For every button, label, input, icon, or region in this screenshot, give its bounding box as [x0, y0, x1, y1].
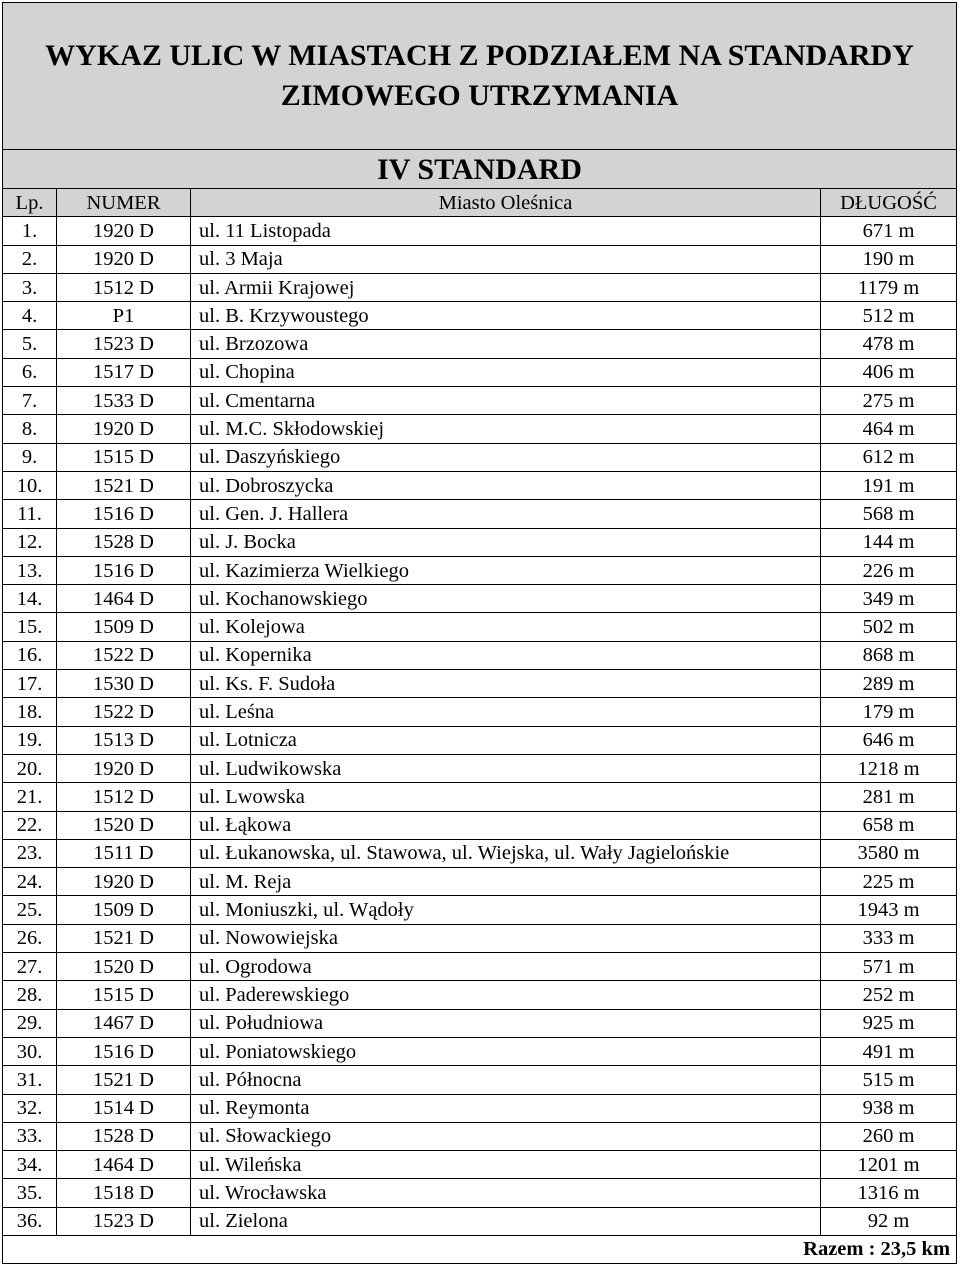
cell-dlugosc: 190 m [821, 245, 957, 273]
table-row [3, 896, 957, 924]
cell-dlugosc: 464 m [821, 415, 957, 443]
cell-lp: 9. [3, 443, 57, 471]
cell-ulica: ul. Wrocławska [191, 1179, 821, 1207]
cell-dlugosc: 571 m [821, 953, 957, 981]
cell-dlugosc: 225 m [821, 868, 957, 896]
cell-ulica: ul. Łukanowska, ul. Stawowa, ul. Wiejska, ul. Wały Jagielońskie [191, 839, 821, 867]
cell-numer: 1523 D [57, 330, 191, 358]
cell-ulica: ul. Słowackiego [191, 1122, 821, 1150]
cell-numer: 1528 D [57, 528, 191, 556]
cell-ulica: ul. Łąkowa [191, 811, 821, 839]
cell-numer: 1521 D [57, 1066, 191, 1094]
cell-ulica: ul. Leśna [191, 698, 821, 726]
cell-dlugosc: 289 m [821, 670, 957, 698]
cell-lp: 33. [3, 1122, 57, 1150]
table-row [3, 868, 957, 896]
cell-lp: 20. [3, 754, 57, 782]
cell-lp: 5. [3, 330, 57, 358]
cell-numer: 1920 D [57, 868, 191, 896]
cell-ulica: ul. Moniuszki, ul. Wądoły [191, 896, 821, 924]
cell-lp: 11. [3, 500, 57, 528]
cell-ulica: ul. Ogrodowa [191, 953, 821, 981]
cell-numer: 1530 D [57, 670, 191, 698]
cell-numer: 1509 D [57, 896, 191, 924]
cell-numer: 1513 D [57, 726, 191, 754]
cell-lp: 30. [3, 1037, 57, 1065]
cell-dlugosc: 612 m [821, 443, 957, 471]
cell-lp: 16. [3, 641, 57, 669]
cell-ulica: ul. Armii Krajowej [191, 273, 821, 301]
cell-dlugosc: 502 m [821, 613, 957, 641]
cell-dlugosc: 671 m [821, 217, 957, 245]
cell-numer: 1522 D [57, 641, 191, 669]
title-line-2: ZIMOWEGO UTRZYMANIA [280, 79, 679, 112]
cell-lp: 14. [3, 585, 57, 613]
table-row [3, 528, 957, 556]
cell-dlugosc: 333 m [821, 924, 957, 952]
cell-lp: 22. [3, 811, 57, 839]
cell-dlugosc: 925 m [821, 1009, 957, 1037]
cell-numer: 1516 D [57, 1037, 191, 1065]
cell-ulica: ul. Brzozowa [191, 330, 821, 358]
table-row [3, 415, 957, 443]
standard-heading: IV STANDARD [3, 150, 957, 189]
table-row [3, 953, 957, 981]
cell-numer: 1520 D [57, 811, 191, 839]
standard-row [3, 150, 957, 189]
cell-ulica: ul. Lotnicza [191, 726, 821, 754]
total-row [3, 1235, 957, 1263]
table-row [3, 1122, 957, 1150]
header-numer: NUMER [57, 189, 191, 217]
cell-ulica: ul. M. Reja [191, 868, 821, 896]
street-list-sheet [2, 2, 956, 1261]
total-summary: Razem : 23,5 km [3, 1235, 957, 1263]
table-row [3, 641, 957, 669]
cell-dlugosc: 568 m [821, 500, 957, 528]
table-row [3, 726, 957, 754]
table-row [3, 924, 957, 952]
table-row [3, 783, 957, 811]
table-row [3, 217, 957, 245]
cell-lp: 3. [3, 273, 57, 301]
cell-ulica: ul. Kolejowa [191, 613, 821, 641]
cell-numer: 1521 D [57, 924, 191, 952]
cell-ulica: ul. Chopina [191, 358, 821, 386]
table-row [3, 358, 957, 386]
cell-lp: 7. [3, 387, 57, 415]
cell-ulica: ul. Cmentarna [191, 387, 821, 415]
table-row [3, 981, 957, 1009]
cell-dlugosc: 92 m [821, 1207, 957, 1235]
cell-numer: 1516 D [57, 500, 191, 528]
cell-dlugosc: 3580 m [821, 839, 957, 867]
cell-dlugosc: 226 m [821, 556, 957, 584]
cell-dlugosc: 252 m [821, 981, 957, 1009]
table-row [3, 1179, 957, 1207]
cell-lp: 12. [3, 528, 57, 556]
table-row [3, 273, 957, 301]
table-row [3, 1207, 957, 1235]
header-dlugosc: DŁUGOŚĆ [821, 189, 957, 217]
cell-lp: 1. [3, 217, 57, 245]
cell-dlugosc: 260 m [821, 1122, 957, 1150]
cell-dlugosc: 349 m [821, 585, 957, 613]
cell-lp: 19. [3, 726, 57, 754]
cell-numer: 1515 D [57, 981, 191, 1009]
cell-ulica: ul. B. Krzywoustego [191, 302, 821, 330]
table-row [3, 839, 957, 867]
cell-dlugosc: 1218 m [821, 754, 957, 782]
cell-ulica: ul. J. Bocka [191, 528, 821, 556]
cell-lp: 6. [3, 358, 57, 386]
cell-ulica: ul. Gen. J. Hallera [191, 500, 821, 528]
cell-ulica: ul. Dobroszycka [191, 471, 821, 499]
table-row [3, 1151, 957, 1179]
street-table [2, 2, 957, 1264]
table-row [3, 698, 957, 726]
cell-numer: 1512 D [57, 273, 191, 301]
cell-ulica: ul. Poniatowskiego [191, 1037, 821, 1065]
title-row [3, 3, 957, 150]
cell-numer: 1522 D [57, 698, 191, 726]
cell-lp: 4. [3, 302, 57, 330]
cell-ulica: ul. 11 Listopada [191, 217, 821, 245]
table-row [3, 330, 957, 358]
table-row [3, 1037, 957, 1065]
cell-ulica: ul. Nowowiejska [191, 924, 821, 952]
cell-numer: 1920 D [57, 415, 191, 443]
cell-numer: 1516 D [57, 556, 191, 584]
table-row [3, 245, 957, 273]
cell-dlugosc: 406 m [821, 358, 957, 386]
cell-numer: 1920 D [57, 217, 191, 245]
cell-dlugosc: 658 m [821, 811, 957, 839]
cell-ulica: ul. Lwowska [191, 783, 821, 811]
cell-dlugosc: 144 m [821, 528, 957, 556]
cell-ulica: ul. Wileńska [191, 1151, 821, 1179]
cell-numer: 1920 D [57, 245, 191, 273]
cell-lp: 18. [3, 698, 57, 726]
cell-ulica: ul. Reymonta [191, 1094, 821, 1122]
cell-lp: 34. [3, 1151, 57, 1179]
cell-lp: 10. [3, 471, 57, 499]
header-lp: Lp. [3, 189, 57, 217]
cell-lp: 27. [3, 953, 57, 981]
cell-lp: 36. [3, 1207, 57, 1235]
cell-numer: 1520 D [57, 953, 191, 981]
table-row [3, 670, 957, 698]
cell-lp: 26. [3, 924, 57, 952]
cell-dlugosc: 281 m [821, 783, 957, 811]
cell-dlugosc: 179 m [821, 698, 957, 726]
table-row [3, 1009, 957, 1037]
cell-ulica: ul. 3 Maja [191, 245, 821, 273]
table-row [3, 1066, 957, 1094]
table-row [3, 302, 957, 330]
table-row [3, 471, 957, 499]
column-header-row [3, 189, 957, 217]
cell-numer: 1518 D [57, 1179, 191, 1207]
cell-ulica: ul. Daszyńskiego [191, 443, 821, 471]
cell-ulica: ul. Ludwikowska [191, 754, 821, 782]
cell-lp: 31. [3, 1066, 57, 1094]
cell-dlugosc: 938 m [821, 1094, 957, 1122]
cell-lp: 23. [3, 839, 57, 867]
cell-dlugosc: 868 m [821, 641, 957, 669]
cell-ulica: ul. Paderewskiego [191, 981, 821, 1009]
cell-dlugosc: 191 m [821, 471, 957, 499]
cell-dlugosc: 1316 m [821, 1179, 957, 1207]
cell-ulica: ul. M.C. Skłodowskiej [191, 415, 821, 443]
cell-numer: 1523 D [57, 1207, 191, 1235]
document-title [3, 3, 957, 150]
cell-numer: 1509 D [57, 613, 191, 641]
cell-lp: 2. [3, 245, 57, 273]
table-row [3, 500, 957, 528]
table-row [3, 585, 957, 613]
cell-numer: 1517 D [57, 358, 191, 386]
cell-lp: 28. [3, 981, 57, 1009]
table-row [3, 443, 957, 471]
cell-lp: 25. [3, 896, 57, 924]
table-row [3, 387, 957, 415]
cell-dlugosc: 512 m [821, 302, 957, 330]
cell-lp: 32. [3, 1094, 57, 1122]
cell-numer: 1521 D [57, 471, 191, 499]
cell-numer: 1515 D [57, 443, 191, 471]
cell-lp: 29. [3, 1009, 57, 1037]
cell-numer: 1464 D [57, 585, 191, 613]
cell-dlugosc: 646 m [821, 726, 957, 754]
cell-numer: 1512 D [57, 783, 191, 811]
cell-lp: 8. [3, 415, 57, 443]
table-row [3, 754, 957, 782]
cell-numer: 1467 D [57, 1009, 191, 1037]
cell-lp: 21. [3, 783, 57, 811]
cell-ulica: ul. Południowa [191, 1009, 821, 1037]
cell-ulica: ul. Zielona [191, 1207, 821, 1235]
cell-ulica: ul. Północna [191, 1066, 821, 1094]
title-line-1: WYKAZ ULIC W MIASTACH Z PODZIAŁEM NA STANDARDY [45, 39, 914, 72]
cell-lp: 17. [3, 670, 57, 698]
table-row [3, 811, 957, 839]
cell-dlugosc: 478 m [821, 330, 957, 358]
cell-numer: 1514 D [57, 1094, 191, 1122]
cell-ulica: ul. Kochanowskiego [191, 585, 821, 613]
cell-numer: 1528 D [57, 1122, 191, 1150]
cell-ulica: ul. Kazimierza Wielkiego [191, 556, 821, 584]
cell-dlugosc: 1179 m [821, 273, 957, 301]
cell-numer: 1511 D [57, 839, 191, 867]
cell-lp: 13. [3, 556, 57, 584]
cell-numer: P1 [57, 302, 191, 330]
cell-dlugosc: 491 m [821, 1037, 957, 1065]
cell-numer: 1533 D [57, 387, 191, 415]
table-row [3, 556, 957, 584]
cell-numer: 1464 D [57, 1151, 191, 1179]
cell-ulica: ul. Kopernika [191, 641, 821, 669]
cell-dlugosc: 1943 m [821, 896, 957, 924]
header-miasto: Miasto Oleśnica [191, 189, 821, 217]
cell-ulica: ul. Ks. F. Sudoła [191, 670, 821, 698]
cell-lp: 24. [3, 868, 57, 896]
cell-dlugosc: 1201 m [821, 1151, 957, 1179]
table-row [3, 1094, 957, 1122]
cell-dlugosc: 515 m [821, 1066, 957, 1094]
cell-numer: 1920 D [57, 754, 191, 782]
table-row [3, 613, 957, 641]
cell-dlugosc: 275 m [821, 387, 957, 415]
cell-lp: 35. [3, 1179, 57, 1207]
cell-lp: 15. [3, 613, 57, 641]
